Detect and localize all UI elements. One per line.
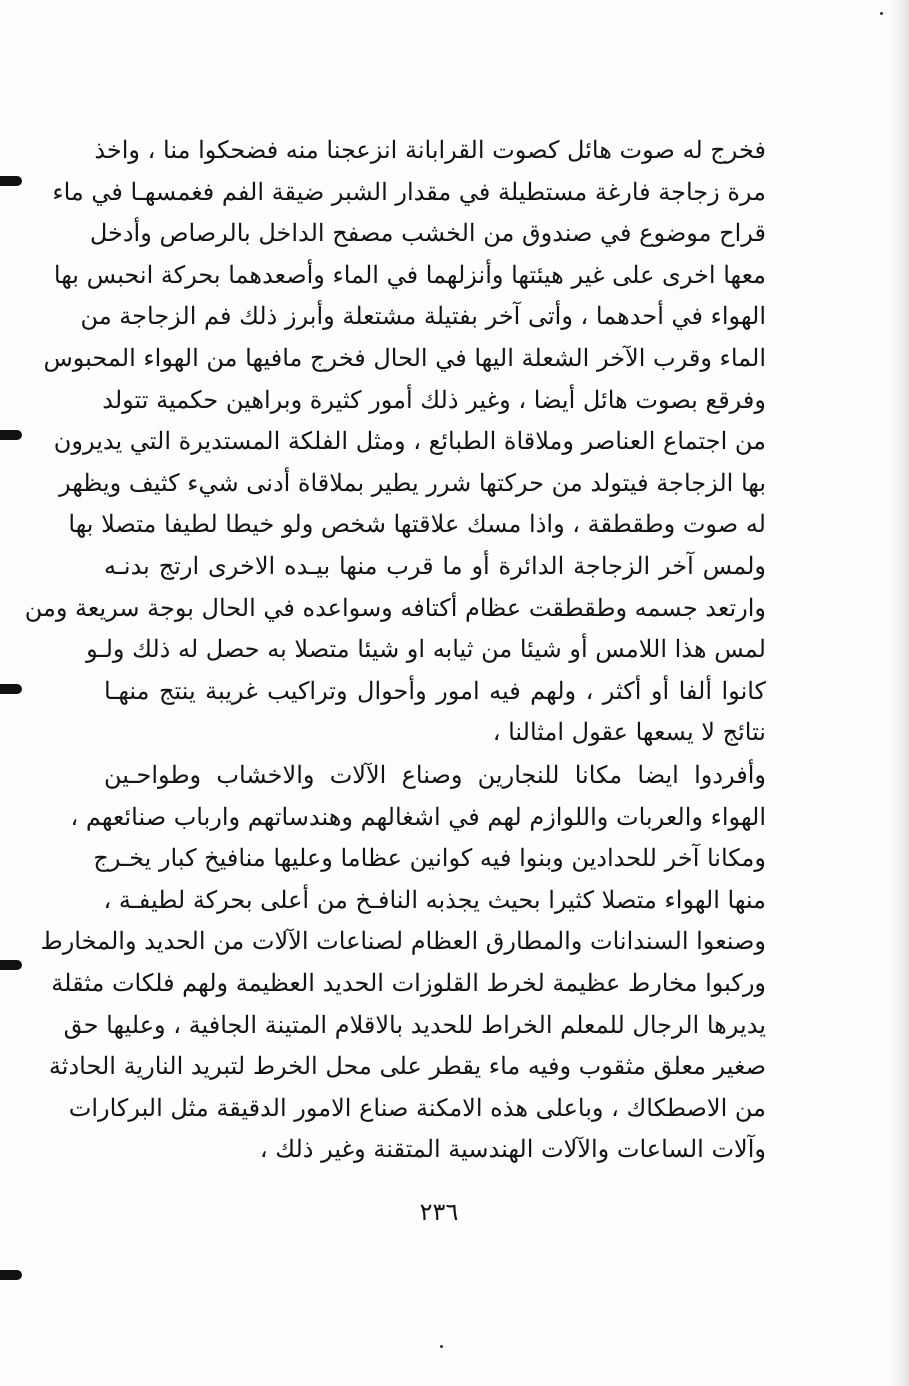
binding-mark [0,176,22,186]
text-line: صغير معلق مثقوب وفيه ماء يقطر على محل الخرط لتبريد النارية الحادثة [48,1052,766,1081]
text-line: وأفردوا ايضا مكانا للنجارين وصناع الآلات والاخشاب وطواحـين [104,761,766,789]
text-line: الماء وقرب الآخر الشعلة اليها في الحال فخرج مافيها من الهواء المحبوس [43,343,766,372]
binding-mark [0,960,22,970]
text-line: بها الزجاجة فيتولد من حركتها شرر يطير بملاقاة أدنى شيء كثيف ويظهر [58,468,766,497]
text-line: يديرها الرجال للمعلم الخراط للحديد بالاقلام المتينة الجافية ، وعليها حق [63,1010,766,1039]
text-line: معها اخرى على غير هيئتها وأنزلهما في الماء وأصعدهما بحركة انحبس بها [53,260,766,289]
text-line: فخرج له صوت هائل كصوت القرابانة انزعجنا منه فضحكوا منا ، واخذ [94,136,766,164]
binding-mark [0,684,22,694]
text-line: له صوت وطقطقة ، واذا مسك علاقتها شخص ولو خيطا لطيفا متصلا بها [68,510,766,539]
scan-speck [440,1345,443,1348]
text-line: وصنعوا السندانات والمطارق العظام لصناعات الآلات من الحديد والمخارط [40,927,766,956]
text-line: لمس هذا اللامس أو شيئا من ثيابه او شيئا متصلا به حصل له ذلك ولـو [86,635,766,664]
text-line: وارتعد جسمه وطقطقت عظام أكتافه وسواعده في الحال بوجة سريعة ومن [24,593,766,622]
text-line: وركبوا مخارط عظيمة لخرط القلوزات الحديد العظيمة ولهم فلكات مثقلة [51,968,766,997]
page-edge-shadow [887,0,909,1386]
paragraph-2 [40,755,766,1171]
text-line: مرة زجاجة فارغة مستطيلة في مقدار الشبر ضيقة الفم فغمسهـا في ماء [52,177,766,206]
text-line: من اجتماع العناصر وملاقاة الطبائع ، ومثل الفلكة المستديرة التي يديرون [53,427,766,456]
page-number: ٢٣٦ [419,1198,459,1226]
text-line: الهواء في أحدهما ، وأتى آخر بفتيلة مشتعلة وأبرز ذلك فم الزجاجة من [80,302,766,331]
text-line: الهواء والعربات واللوازم لهم في اشغالهم وهندساتهم وارباب صنائعهم ، [70,802,766,831]
paragraph-1 [24,130,766,754]
text-line: ولمس آخر الزجاجة الدائرة أو ما قرب منها بيـده الاخرى ارتج بدنـه [104,551,766,580]
text-line: كانوا ألفا أو أكثر ، ولهم فيه امور وأحوال وتراكيب غريبة ينتج منهـا [104,676,766,705]
text-line: وفرقع بصوت هائل أيضا ، وغير ذلك أمور كثيرة وبراهين حكمية تتولد [102,385,766,414]
binding-mark [0,430,22,440]
text-line: قراح موضوع في صندوق من الخشب مصفح الداخل بالرصاص وأدخل [89,219,766,248]
text-line: منها الهواء متصلا كثيرا بحيث يجذبه النافـخ من أعلى بحركة لطيفـة ، [103,885,766,914]
binding-mark [0,1270,22,1280]
text-line: ومكانا آخر للحدادين وبنوا فيه كوانين عظاما وعليها منافيخ كبار يخـرج [93,844,766,873]
scan-speck [880,12,883,15]
text-line: وآلات الساعات والآلات الهندسية المتقنة وغير ذلك ، [259,1135,766,1164]
text-line: من الاصطكاك ، وباعلى هذه الامكنة صناع الامور الدقيقة مثل البركارات [68,1093,766,1122]
text-line: نتائج لا يسعها عقول امثالنا ، [492,718,766,747]
